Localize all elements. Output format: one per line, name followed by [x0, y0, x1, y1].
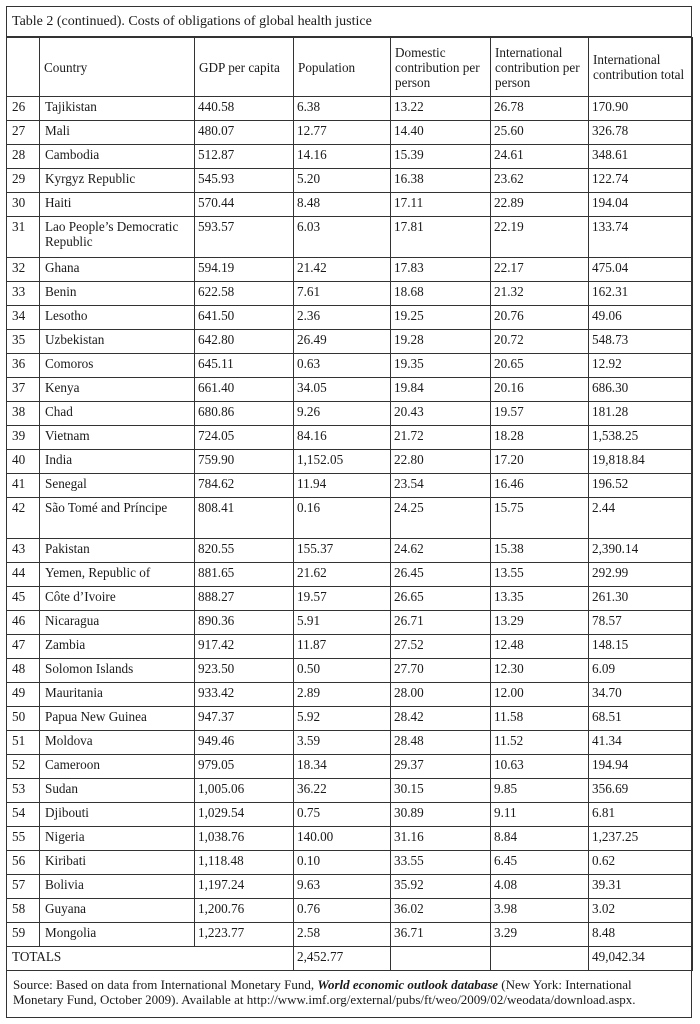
intl-total-cell: 41.34: [589, 731, 693, 755]
country-cell: Côte d’Ivoire: [40, 587, 195, 611]
intl-total-cell: 686.30: [589, 378, 693, 402]
row-number: 42: [7, 498, 40, 539]
country-cell: Lao People’s Democratic Republic: [40, 217, 195, 258]
totals-population: 2,452.77: [294, 947, 391, 971]
row-number: 28: [7, 145, 40, 169]
gdp-cell: 1,118.48: [195, 851, 294, 875]
population-cell: 0.75: [294, 803, 391, 827]
row-number: 40: [7, 450, 40, 474]
row-number: 30: [7, 193, 40, 217]
country-cell: Senegal: [40, 474, 195, 498]
intl-person-cell: 20.76: [491, 306, 589, 330]
intl-total-cell: 39.31: [589, 875, 693, 899]
cost-table: [6, 37, 693, 971]
gdp-cell: 545.93: [195, 169, 294, 193]
gdp-cell: 759.90: [195, 450, 294, 474]
country-cell: Kiribati: [40, 851, 195, 875]
source-prefix: Source: Based on data from International Monetary Fund,: [13, 977, 318, 992]
header-domestic: Domestic contribution per person: [391, 38, 491, 97]
country-cell: Solomon Islands: [40, 659, 195, 683]
intl-person-cell: 23.62: [491, 169, 589, 193]
gdp-cell: 1,200.76: [195, 899, 294, 923]
gdp-cell: 1,197.24: [195, 875, 294, 899]
intl-total-cell: 326.78: [589, 121, 693, 145]
table-row: [7, 169, 693, 193]
population-cell: 7.61: [294, 282, 391, 306]
domestic-cell: 31.16: [391, 827, 491, 851]
intl-total-cell: 194.94: [589, 755, 693, 779]
table-row: [7, 803, 693, 827]
country-cell: Nigeria: [40, 827, 195, 851]
intl-total-cell: 148.15: [589, 635, 693, 659]
domestic-cell: 28.48: [391, 731, 491, 755]
table-row: [7, 193, 693, 217]
table-row: [7, 121, 693, 145]
population-cell: 26.49: [294, 330, 391, 354]
row-number: 34: [7, 306, 40, 330]
row-number: 27: [7, 121, 40, 145]
intl-person-cell: 22.17: [491, 258, 589, 282]
domestic-cell: 18.68: [391, 282, 491, 306]
domestic-cell: 17.81: [391, 217, 491, 258]
country-cell: Chad: [40, 402, 195, 426]
intl-total-cell: 162.31: [589, 282, 693, 306]
domestic-cell: 28.42: [391, 707, 491, 731]
country-cell: Guyana: [40, 899, 195, 923]
gdp-cell: 917.42: [195, 635, 294, 659]
domestic-cell: 24.25: [391, 498, 491, 539]
table-row: [7, 426, 693, 450]
country-cell: Vietnam: [40, 426, 195, 450]
intl-total-cell: 0.62: [589, 851, 693, 875]
population-cell: 36.22: [294, 779, 391, 803]
gdp-cell: 594.19: [195, 258, 294, 282]
population-cell: 8.48: [294, 193, 391, 217]
population-cell: 84.16: [294, 426, 391, 450]
intl-person-cell: 24.61: [491, 145, 589, 169]
gdp-cell: 808.41: [195, 498, 294, 539]
intl-person-cell: 9.11: [491, 803, 589, 827]
table-row: [7, 587, 693, 611]
gdp-cell: 1,029.54: [195, 803, 294, 827]
row-number: 59: [7, 923, 40, 947]
gdp-cell: 680.86: [195, 402, 294, 426]
population-cell: 19.57: [294, 587, 391, 611]
gdp-cell: 890.36: [195, 611, 294, 635]
intl-person-cell: 3.29: [491, 923, 589, 947]
table-row: [7, 474, 693, 498]
population-cell: 9.26: [294, 402, 391, 426]
row-number: 41: [7, 474, 40, 498]
table-row: [7, 875, 693, 899]
domestic-cell: 17.11: [391, 193, 491, 217]
table-body: [7, 97, 693, 947]
totals-label: TOTALS: [7, 947, 294, 971]
source-title: World economic outlook database: [317, 977, 499, 992]
row-number: 50: [7, 707, 40, 731]
totals-empty-intl-person: [491, 947, 589, 971]
intl-total-cell: 2,390.14: [589, 539, 693, 563]
population-cell: 34.05: [294, 378, 391, 402]
table-row: [7, 450, 693, 474]
table-row: [7, 498, 693, 539]
population-cell: 21.42: [294, 258, 391, 282]
gdp-cell: 923.50: [195, 659, 294, 683]
population-cell: 21.62: [294, 563, 391, 587]
row-number: 32: [7, 258, 40, 282]
population-cell: 18.34: [294, 755, 391, 779]
intl-total-cell: 19,818.84: [589, 450, 693, 474]
row-number: 39: [7, 426, 40, 450]
domestic-cell: 23.54: [391, 474, 491, 498]
intl-person-cell: 8.84: [491, 827, 589, 851]
table-row: [7, 899, 693, 923]
intl-total-cell: 548.73: [589, 330, 693, 354]
domestic-cell: 36.71: [391, 923, 491, 947]
gdp-cell: 480.07: [195, 121, 294, 145]
country-cell: Haiti: [40, 193, 195, 217]
intl-total-cell: 170.90: [589, 97, 693, 121]
gdp-cell: 645.11: [195, 354, 294, 378]
row-number: 49: [7, 683, 40, 707]
domestic-cell: 26.65: [391, 587, 491, 611]
table-row: [7, 779, 693, 803]
table-row: [7, 330, 693, 354]
table-row: [7, 611, 693, 635]
gdp-cell: 1,005.06: [195, 779, 294, 803]
country-cell: Cameroon: [40, 755, 195, 779]
intl-total-cell: 348.61: [589, 145, 693, 169]
domestic-cell: 36.02: [391, 899, 491, 923]
intl-person-cell: 3.98: [491, 899, 589, 923]
population-cell: 11.87: [294, 635, 391, 659]
table-row: [7, 707, 693, 731]
gdp-cell: 784.62: [195, 474, 294, 498]
domestic-cell: 19.28: [391, 330, 491, 354]
table-row: [7, 217, 693, 258]
intl-total-cell: 1,538.25: [589, 426, 693, 450]
intl-person-cell: 25.60: [491, 121, 589, 145]
population-cell: 155.37: [294, 539, 391, 563]
table-row: [7, 282, 693, 306]
domestic-cell: 35.92: [391, 875, 491, 899]
gdp-cell: 1,223.77: [195, 923, 294, 947]
country-cell: India: [40, 450, 195, 474]
population-cell: 2.58: [294, 923, 391, 947]
population-cell: 9.63: [294, 875, 391, 899]
population-cell: 1,152.05: [294, 450, 391, 474]
country-cell: Kenya: [40, 378, 195, 402]
table-row: [7, 258, 693, 282]
country-cell: Nicaragua: [40, 611, 195, 635]
country-cell: Kyrgyz Republic: [40, 169, 195, 193]
row-number: 36: [7, 354, 40, 378]
intl-total-cell: 78.57: [589, 611, 693, 635]
intl-total-cell: 261.30: [589, 587, 693, 611]
gdp-cell: 888.27: [195, 587, 294, 611]
intl-person-cell: 18.28: [491, 426, 589, 450]
intl-person-cell: 15.75: [491, 498, 589, 539]
domestic-cell: 22.80: [391, 450, 491, 474]
population-cell: 0.76: [294, 899, 391, 923]
intl-person-cell: 15.38: [491, 539, 589, 563]
intl-total-cell: 1,237.25: [589, 827, 693, 851]
row-number: 55: [7, 827, 40, 851]
domestic-cell: 19.35: [391, 354, 491, 378]
gdp-cell: 622.58: [195, 282, 294, 306]
table-row: [7, 635, 693, 659]
header-intl-total: International contribution total: [589, 38, 693, 97]
domestic-cell: 19.25: [391, 306, 491, 330]
gdp-cell: 512.87: [195, 145, 294, 169]
population-cell: 6.03: [294, 217, 391, 258]
domestic-cell: 15.39: [391, 145, 491, 169]
gdp-cell: 949.46: [195, 731, 294, 755]
table-row: [7, 683, 693, 707]
intl-total-cell: 68.51: [589, 707, 693, 731]
population-cell: 5.92: [294, 707, 391, 731]
row-number: 58: [7, 899, 40, 923]
intl-total-cell: 292.99: [589, 563, 693, 587]
intl-person-cell: 10.63: [491, 755, 589, 779]
table-row: [7, 145, 693, 169]
gdp-cell: 641.50: [195, 306, 294, 330]
country-cell: Lesotho: [40, 306, 195, 330]
header-gdp: GDP per capita: [195, 38, 294, 97]
row-number: 38: [7, 402, 40, 426]
intl-person-cell: 21.32: [491, 282, 589, 306]
table-row: [7, 539, 693, 563]
intl-person-cell: 12.00: [491, 683, 589, 707]
gdp-cell: 820.55: [195, 539, 294, 563]
table-row: [7, 402, 693, 426]
domestic-cell: 13.22: [391, 97, 491, 121]
source-suffix: (New York: International Monetary Fund, October 2009). Available at http://www.imf.org/external/pubs/ft/weo/2009/02/weodata/download.aspx.: [13, 977, 636, 1007]
intl-person-cell: 20.72: [491, 330, 589, 354]
country-cell: São Tomé and Príncipe: [40, 498, 195, 539]
intl-person-cell: 4.08: [491, 875, 589, 899]
intl-person-cell: 16.46: [491, 474, 589, 498]
intl-total-cell: 6.09: [589, 659, 693, 683]
gdp-cell: 440.58: [195, 97, 294, 121]
country-cell: Papua New Guinea: [40, 707, 195, 731]
domestic-cell: 21.72: [391, 426, 491, 450]
country-cell: Mali: [40, 121, 195, 145]
gdp-cell: 947.37: [195, 707, 294, 731]
gdp-cell: 642.80: [195, 330, 294, 354]
table-row: [7, 354, 693, 378]
domestic-cell: 30.15: [391, 779, 491, 803]
intl-person-cell: 13.35: [491, 587, 589, 611]
intl-person-cell: 19.57: [491, 402, 589, 426]
row-number: 44: [7, 563, 40, 587]
intl-total-cell: 194.04: [589, 193, 693, 217]
table-row: [7, 731, 693, 755]
intl-person-cell: 22.19: [491, 217, 589, 258]
intl-total-cell: 356.69: [589, 779, 693, 803]
country-cell: Bolivia: [40, 875, 195, 899]
source-note: [7, 971, 691, 1007]
population-cell: 2.89: [294, 683, 391, 707]
intl-person-cell: 9.85: [491, 779, 589, 803]
intl-total-cell: 475.04: [589, 258, 693, 282]
population-cell: 12.77: [294, 121, 391, 145]
country-cell: Cambodia: [40, 145, 195, 169]
row-number: 52: [7, 755, 40, 779]
table-row: [7, 97, 693, 121]
population-cell: 0.63: [294, 354, 391, 378]
row-number: 47: [7, 635, 40, 659]
domestic-cell: 14.40: [391, 121, 491, 145]
totals-row: [7, 947, 693, 971]
table-row: [7, 306, 693, 330]
gdp-cell: 724.05: [195, 426, 294, 450]
domestic-cell: 30.89: [391, 803, 491, 827]
row-number: 37: [7, 378, 40, 402]
domestic-cell: 26.45: [391, 563, 491, 587]
country-cell: Tajikistan: [40, 97, 195, 121]
domestic-cell: 20.43: [391, 402, 491, 426]
row-number: 56: [7, 851, 40, 875]
gdp-cell: 979.05: [195, 755, 294, 779]
country-cell: Mauritania: [40, 683, 195, 707]
header-num: [7, 38, 40, 97]
population-cell: 0.16: [294, 498, 391, 539]
row-number: 48: [7, 659, 40, 683]
domestic-cell: 27.70: [391, 659, 491, 683]
population-cell: 0.50: [294, 659, 391, 683]
table-row: [7, 659, 693, 683]
row-number: 33: [7, 282, 40, 306]
totals-intl-total: 49,042.34: [589, 947, 693, 971]
table-title: Table 2 (continued). Costs of obligations of global health justice: [7, 7, 691, 37]
domestic-cell: 26.71: [391, 611, 491, 635]
population-cell: 5.91: [294, 611, 391, 635]
header-country: Country: [40, 38, 195, 97]
domestic-cell: 16.38: [391, 169, 491, 193]
table-row: [7, 755, 693, 779]
header-row: [7, 38, 693, 97]
intl-person-cell: 11.58: [491, 707, 589, 731]
row-number: 45: [7, 587, 40, 611]
population-cell: 0.10: [294, 851, 391, 875]
intl-total-cell: 12.92: [589, 354, 693, 378]
population-cell: 6.38: [294, 97, 391, 121]
intl-total-cell: 2.44: [589, 498, 693, 539]
gdp-cell: 881.65: [195, 563, 294, 587]
intl-total-cell: 196.52: [589, 474, 693, 498]
row-number: 43: [7, 539, 40, 563]
population-cell: 2.36: [294, 306, 391, 330]
table-row: [7, 563, 693, 587]
row-number: 46: [7, 611, 40, 635]
intl-total-cell: 122.74: [589, 169, 693, 193]
row-number: 54: [7, 803, 40, 827]
country-cell: Ghana: [40, 258, 195, 282]
population-cell: 11.94: [294, 474, 391, 498]
country-cell: Zambia: [40, 635, 195, 659]
table-row: [7, 827, 693, 851]
intl-person-cell: 26.78: [491, 97, 589, 121]
country-cell: Moldova: [40, 731, 195, 755]
population-cell: 3.59: [294, 731, 391, 755]
row-number: 29: [7, 169, 40, 193]
intl-total-cell: 8.48: [589, 923, 693, 947]
intl-person-cell: 6.45: [491, 851, 589, 875]
intl-person-cell: 11.52: [491, 731, 589, 755]
domestic-cell: 33.55: [391, 851, 491, 875]
intl-person-cell: 12.30: [491, 659, 589, 683]
row-number: 53: [7, 779, 40, 803]
table-row: [7, 923, 693, 947]
gdp-cell: 593.57: [195, 217, 294, 258]
header-intl-person: International contribution per person: [491, 38, 589, 97]
country-cell: Benin: [40, 282, 195, 306]
population-cell: 140.00: [294, 827, 391, 851]
intl-person-cell: 13.29: [491, 611, 589, 635]
domestic-cell: 29.37: [391, 755, 491, 779]
header-population: Population: [294, 38, 391, 97]
country-cell: Comoros: [40, 354, 195, 378]
table-row: [7, 378, 693, 402]
row-number: 31: [7, 217, 40, 258]
gdp-cell: 933.42: [195, 683, 294, 707]
country-cell: Pakistan: [40, 539, 195, 563]
intl-person-cell: 13.55: [491, 563, 589, 587]
domestic-cell: 28.00: [391, 683, 491, 707]
intl-total-cell: 181.28: [589, 402, 693, 426]
domestic-cell: 24.62: [391, 539, 491, 563]
totals-empty-domestic: [391, 947, 491, 971]
intl-total-cell: 6.81: [589, 803, 693, 827]
domestic-cell: 17.83: [391, 258, 491, 282]
intl-person-cell: 12.48: [491, 635, 589, 659]
intl-total-cell: 133.74: [589, 217, 693, 258]
country-cell: Yemen, Republic of: [40, 563, 195, 587]
intl-person-cell: 22.89: [491, 193, 589, 217]
intl-person-cell: 20.16: [491, 378, 589, 402]
gdp-cell: 1,038.76: [195, 827, 294, 851]
country-cell: Uzbekistan: [40, 330, 195, 354]
row-number: 57: [7, 875, 40, 899]
gdp-cell: 661.40: [195, 378, 294, 402]
intl-person-cell: 20.65: [491, 354, 589, 378]
domestic-cell: 27.52: [391, 635, 491, 659]
country-cell: Djibouti: [40, 803, 195, 827]
population-cell: 5.20: [294, 169, 391, 193]
domestic-cell: 19.84: [391, 378, 491, 402]
intl-total-cell: 34.70: [589, 683, 693, 707]
intl-person-cell: 17.20: [491, 450, 589, 474]
intl-total-cell: 49.06: [589, 306, 693, 330]
row-number: 35: [7, 330, 40, 354]
table-frame: [6, 6, 692, 1018]
country-cell: Mongolia: [40, 923, 195, 947]
population-cell: 14.16: [294, 145, 391, 169]
country-cell: Sudan: [40, 779, 195, 803]
gdp-cell: 570.44: [195, 193, 294, 217]
row-number: 26: [7, 97, 40, 121]
row-number: 51: [7, 731, 40, 755]
table-row: [7, 851, 693, 875]
intl-total-cell: 3.02: [589, 899, 693, 923]
